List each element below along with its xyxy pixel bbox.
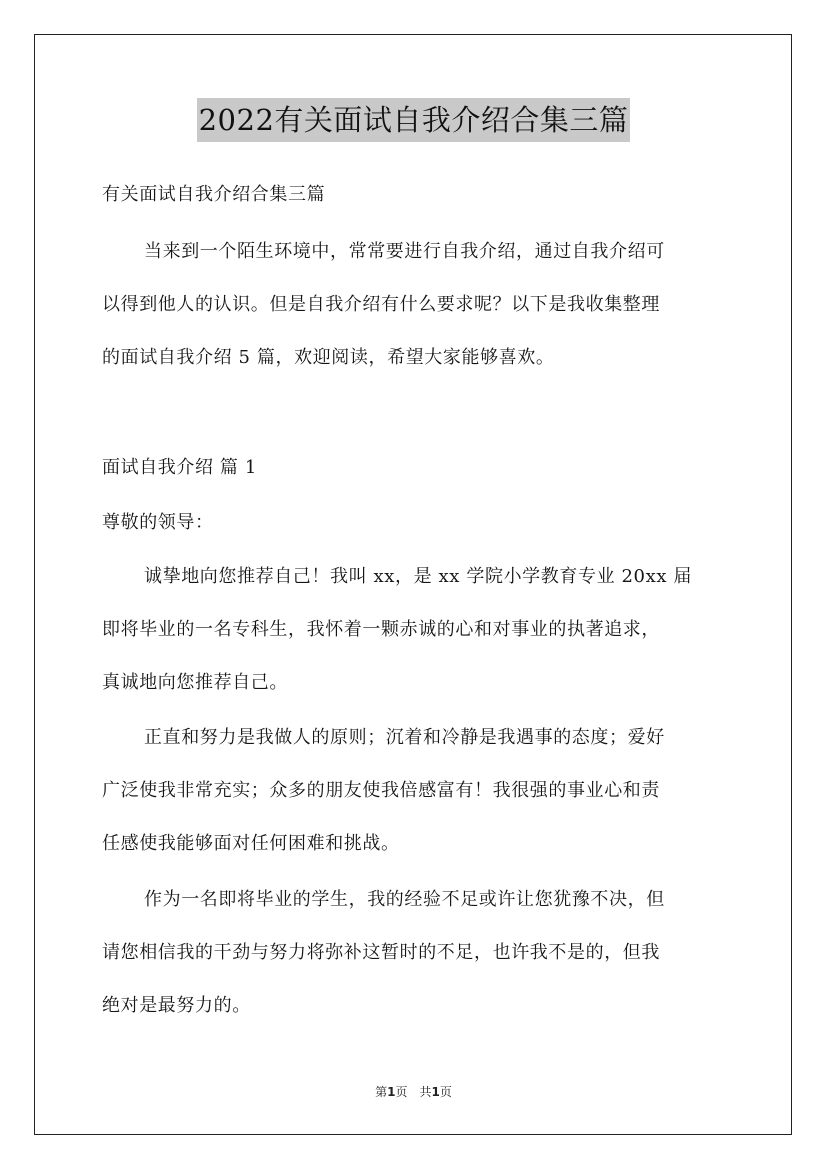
paragraph-line: 任感使我能够面对任何困难和挑战。 — [102, 833, 400, 854]
paragraph-line: 真诚地向您推荐自己。 — [102, 672, 288, 693]
paragraph-line: 诚挚地向您推荐自己！我叫 xx，是 xx 学院小学教育专业 20xx 届 — [144, 566, 693, 587]
section-heading: 面试自我介绍 篇 1 — [102, 457, 257, 478]
document-subtitle: 有关面试自我介绍合集三篇 — [102, 184, 326, 205]
paragraph-line: 即将毕业的一名专科生，我怀着一颗赤诚的心和对事业的执著追求， — [102, 619, 660, 640]
footer-total-pages: 1 — [431, 1085, 440, 1099]
footer-mid: 页 共 — [395, 1085, 432, 1099]
paragraph-line: 请您相信我的干劲与努力将弥补这暂时的不足，也许我不是的，但我 — [102, 942, 660, 963]
paragraph-line: 绝对是最努力的。 — [102, 995, 251, 1016]
paragraph-line: 作为一名即将毕业的学生，我的经验不足或许让您犹豫不决，但 — [144, 889, 665, 910]
paragraph-line: 正直和努力是我做人的原则；沉着和冷静是我遇事的态度；爱好 — [144, 727, 665, 748]
intro-line: 当来到一个陌生环境中，常常要进行自我介绍，通过自我介绍可 — [144, 241, 665, 262]
intro-line: 的面试自我介绍 5 篇，欢迎阅读，希望大家能够喜欢。 — [102, 347, 555, 368]
footer-suffix: 页 — [439, 1085, 452, 1099]
footer-current-page: 1 — [387, 1085, 396, 1099]
salutation: 尊敬的领导： — [102, 512, 214, 533]
document-title: 2022有关面试自我介绍合集三篇 — [197, 98, 631, 142]
paragraph-line: 广泛使我非常充实；众多的朋友使我倍感富有！我很强的事业心和责 — [102, 780, 660, 801]
title-container — [0, 98, 827, 142]
page-footer — [0, 1083, 827, 1100]
footer-prefix: 第 — [375, 1085, 388, 1099]
intro-line: 以得到他人的认识。但是自我介绍有什么要求呢？以下是我收集整理 — [102, 294, 660, 315]
